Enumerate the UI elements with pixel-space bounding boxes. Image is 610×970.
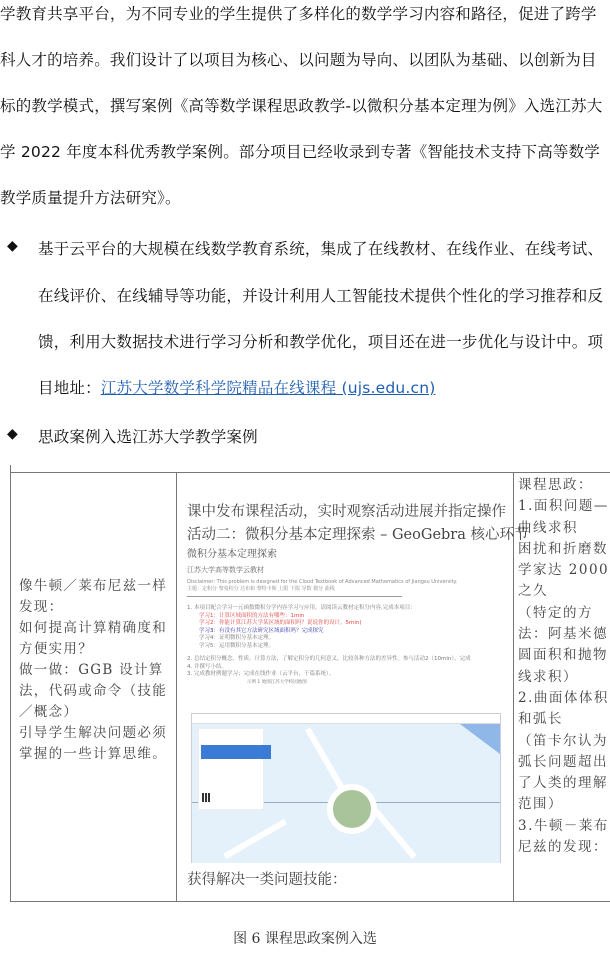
bullet-line: 基于云平台的大规模在线数学教育系统，集成了在线教材、在线作业、在线考试、: [38, 240, 604, 258]
map-road: [373, 809, 416, 859]
cell-line: 了人类的理解: [518, 775, 608, 792]
activity-line: 课中发布课程活动，实时观察活动进展并指定操作: [187, 504, 506, 520]
cell-line: 1.面积问题—: [518, 498, 609, 515]
map-road: [223, 819, 287, 859]
embed-task-list: [187, 605, 505, 686]
cell-line: 3.牛顿－莱布: [518, 817, 609, 834]
task-intro: 1. 本项目配合学习一元函数微积分学内容学习与应用。请阅读云教材定积分内容,完成本项目：: [187, 605, 416, 611]
panel-selected-item: [201, 745, 271, 759]
table-cell-activity: [177, 473, 529, 901]
task-extra: 3. 完成教材例题学习；完成在线作业（云平台，千篇系统）。: [187, 671, 335, 677]
geogebra-map-view: [191, 713, 501, 863]
table-cell-ideology: [514, 473, 610, 901]
cell-line: 和弧长: [518, 711, 563, 728]
qr-code-icon: [202, 793, 211, 802]
cell-line: 方便实用？: [19, 641, 93, 657]
cell-line: 范围）: [518, 796, 563, 813]
table-cell-discovery: [11, 473, 177, 901]
task-item: 学习4：证明微积分基本定理。: [199, 635, 275, 641]
cell-line: 发现：: [19, 599, 64, 615]
cell-line: 尼兹的发现：: [518, 839, 608, 856]
map-side-panel: [198, 728, 264, 810]
cell-line: 引导学生解决问题必须: [19, 725, 167, 741]
cell-line: 像牛顿／莱布尼兹一样: [19, 578, 167, 594]
cell-line: 做一做：GGB 设计算: [19, 662, 164, 678]
cell-line: （笛卡尔认为: [518, 732, 608, 749]
cell-line: ／概念）: [19, 704, 79, 720]
skill-label: 获得解决一类问题技能：: [187, 872, 347, 888]
map-corner-region: [460, 724, 500, 754]
cell-line: 困扰和折磨数: [518, 540, 608, 557]
cell-line: 圆面积和抛物: [518, 647, 608, 664]
paragraph-line: 科人才的培养。我们设计了以项目为核心、以问题为导向、以团队为基础、以创新为目: [0, 51, 597, 69]
cell-line: 课程思政：: [518, 477, 593, 493]
paragraph-line: 教学质量提升方法研究》。: [0, 189, 181, 207]
task-extra: 2. 总结定积分概念、性质、计算方法，了解定积分的几何意义，比较各种方法的差异性。参与活动2（10min），完成: [187, 656, 471, 662]
cell-line: 2.曲面体体积: [518, 689, 609, 706]
task-item: 学习3：有没有其它方法研究区域面积吗？完成探究: [199, 627, 324, 634]
map-toolbar: [192, 714, 500, 724]
map-caption: 示例 1 地图江苏大学校园地图: [247, 679, 307, 685]
task-item: 学习5：运用微积分基本定理。: [199, 642, 275, 649]
cell-line: 如何提高计算精确度和: [19, 620, 167, 636]
cell-line: 法，代码或命令（技能: [19, 683, 167, 699]
cell-line: 法：阿基米德: [518, 626, 608, 643]
area-region-shape: [327, 784, 377, 834]
embed-subtitle: 江苏大学高等数学云教材: [187, 566, 264, 574]
embed-disclaimer: Disclaimer: This problem is designed for the Cloud Textbook of Advanced Mathematics of Jiangsu University.: [187, 579, 458, 585]
cell-line: 弧长问题超出: [518, 753, 608, 770]
cell-line: 曲线求积: [518, 519, 578, 536]
bullet-line: 思政案例入选江苏大学教学案例: [38, 428, 258, 446]
bullet-line: 馈，利用大数据技术进行学习分析和教学优化，项目还在进一步优化与设计中。项: [38, 333, 604, 351]
discovery-text: [19, 576, 175, 765]
embedded-screenshot: [187, 545, 505, 863]
project-address: [38, 376, 436, 398]
cell-line: 之久: [518, 583, 548, 600]
paragraph-line: 学 2022 年度本科优秀教学案例。部分项目已经收录到专著《智能技术支持下高等数学: [0, 143, 601, 161]
activity-heading: [187, 501, 529, 547]
embed-divider: [187, 596, 402, 597]
map-road: [305, 727, 345, 791]
case-table: [10, 472, 610, 902]
diamond-bullet-icon: ◆: [7, 238, 18, 254]
embed-title: 微积分基本定理探索: [187, 549, 277, 560]
activity-line: 活动二：微积分基本定理探索 – GeoGebra 核心环节: [187, 527, 529, 543]
diamond-bullet-icon: ◆: [7, 426, 18, 442]
cell-line: 线求积）: [518, 668, 578, 685]
task-extra: 4. 并撰写小结。: [187, 663, 227, 670]
bullet-line: 在线评价、在线辅导等功能，并设计利用人工智能技术提供个性化的学习推荐和反: [38, 287, 604, 305]
paragraph-line: 学教育共享平台，为不同专业的学生提供了多样化的数学学习内容和路径，促进了跨学: [0, 5, 597, 23]
task-item: 学习1：计算区域面积的方法有哪些：1min: [199, 612, 305, 619]
task-item: 学习2：你能计算江苏大学某区域的面积吗？说说你的设计。5min): [199, 620, 362, 626]
cell-line: （特定的方: [518, 604, 593, 621]
course-link[interactable]: 江苏大学数学科学院精品在线课程 (ujs.edu.cn): [100, 379, 436, 397]
embed-tags: 主题：定积分 黎曼积分 达布和 黎特卡斯 上限 下限 导数 微分 曲线: [187, 586, 335, 592]
cell-line: 学家达 2000: [518, 562, 610, 579]
paragraph-line: 标的教学模式，撰写案例《高等数学课程思政教学-以微积分基本定理为例》入选江苏大: [0, 97, 603, 115]
figure-caption: 图 6 课程思政案例入选: [233, 931, 377, 947]
address-label: 目地址：: [38, 379, 101, 397]
cell-line: 掌握的一些计算思维。: [19, 746, 167, 762]
ideology-text: [518, 475, 610, 858]
